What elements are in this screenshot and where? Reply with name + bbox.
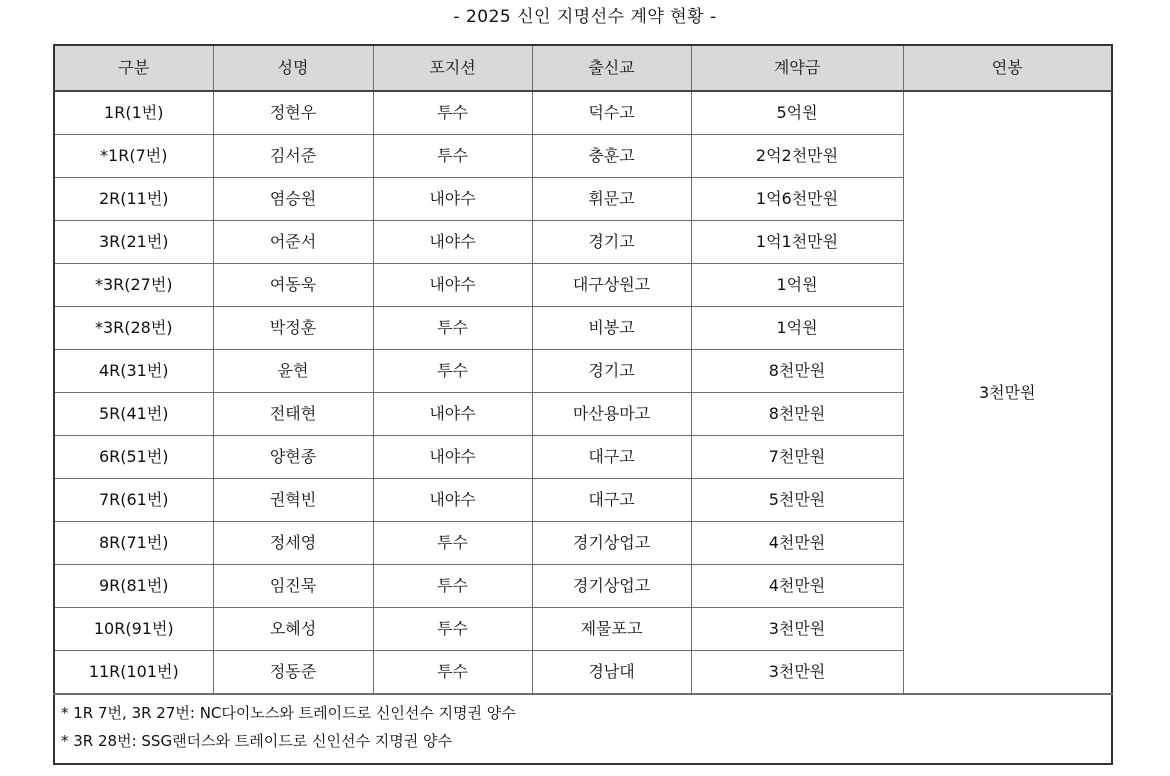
cell-bonus: 3천만원 [691,608,903,651]
cell-name: 김서준 [213,135,373,178]
cell-school: 대구상원고 [532,264,691,307]
cell-position: 내야수 [373,221,532,264]
cell-bonus: 1억1천만원 [691,221,903,264]
cell-name: 박정훈 [213,307,373,350]
cell-bonus: 1억원 [691,264,903,307]
cell-round: 8R(71번) [54,522,213,565]
footnote-trade-ssg: * 3R 28번: SSG랜더스와 트레이드로 신인선수 지명권 양수 [61,732,452,750]
cell-name: 염승원 [213,178,373,221]
cell-round: *1R(7번) [54,135,213,178]
cell-school: 휘문고 [532,178,691,221]
cell-round: 3R(21번) [54,221,213,264]
cell-name: 윤현 [213,350,373,393]
cell-school: 경기고 [532,350,691,393]
cell-bonus: 7천만원 [691,436,903,479]
header-school: 출신교 [532,45,691,91]
cell-name: 전태현 [213,393,373,436]
cell-round: 2R(11번) [54,178,213,221]
header-position: 포지션 [373,45,532,91]
cell-name: 임진묵 [213,565,373,608]
cell-salary-merged: 3천만원 [903,91,1112,694]
cell-round: 4R(31번) [54,350,213,393]
cell-round: 11R(101번) [54,651,213,695]
cell-position: 내야수 [373,393,532,436]
cell-school: 충훈고 [532,135,691,178]
cell-round: 1R(1번) [54,91,213,135]
cell-position: 투수 [373,608,532,651]
cell-bonus: 5천만원 [691,479,903,522]
cell-school: 경기상업고 [532,522,691,565]
draft-contract-table [53,44,1113,765]
cell-school: 경기고 [532,221,691,264]
cell-round: 10R(91번) [54,608,213,651]
cell-name: 정세영 [213,522,373,565]
cell-position: 내야수 [373,479,532,522]
header-name: 성명 [213,45,373,91]
footnotes [54,694,1112,764]
cell-name: 여동욱 [213,264,373,307]
cell-position: 투수 [373,565,532,608]
cell-position: 내야수 [373,436,532,479]
cell-round: 6R(51번) [54,436,213,479]
cell-round: 7R(61번) [54,479,213,522]
header-salary: 연봉 [903,45,1112,91]
header-bonus: 계약금 [691,45,903,91]
cell-bonus: 5억원 [691,91,903,135]
cell-bonus: 8천만원 [691,350,903,393]
cell-round: 5R(41번) [54,393,213,436]
cell-round: *3R(27번) [54,264,213,307]
cell-position: 투수 [373,350,532,393]
cell-position: 투수 [373,651,532,695]
cell-school: 덕수고 [532,91,691,135]
cell-school: 대구고 [532,436,691,479]
cell-school: 비봉고 [532,307,691,350]
footnote-trade-nc: * 1R 7번, 3R 27번: NC다이노스와 트레이드로 신인선수 지명권 양수 [61,704,516,722]
document-title: - 2025 신인 지명선수 계약 현황 - [453,7,717,27]
cell-name: 권혁빈 [213,479,373,522]
cell-bonus: 8천만원 [691,393,903,436]
cell-position: 내야수 [373,178,532,221]
notes-row [54,694,1112,764]
cell-name: 정동준 [213,651,373,695]
cell-school: 마산용마고 [532,393,691,436]
cell-bonus: 1억원 [691,307,903,350]
cell-bonus: 4천만원 [691,522,903,565]
cell-bonus: 4천만원 [691,565,903,608]
cell-name: 양현종 [213,436,373,479]
cell-name: 오혜성 [213,608,373,651]
cell-position: 투수 [373,91,532,135]
cell-school: 경기상업고 [532,565,691,608]
cell-round: *3R(28번) [54,307,213,350]
cell-school: 경남대 [532,651,691,695]
cell-position: 투수 [373,522,532,565]
table-header-row [54,45,1112,91]
cell-name: 어준서 [213,221,373,264]
cell-bonus: 2억2천만원 [691,135,903,178]
cell-position: 내야수 [373,264,532,307]
cell-school: 제물포고 [532,608,691,651]
cell-name: 정현우 [213,91,373,135]
cell-bonus: 1억6천만원 [691,178,903,221]
cell-round: 9R(81번) [54,565,213,608]
cell-school: 대구고 [532,479,691,522]
cell-bonus: 3천만원 [691,651,903,695]
cell-position: 투수 [373,135,532,178]
header-round: 구분 [54,45,213,91]
cell-position: 투수 [373,307,532,350]
table-row [54,91,1112,135]
